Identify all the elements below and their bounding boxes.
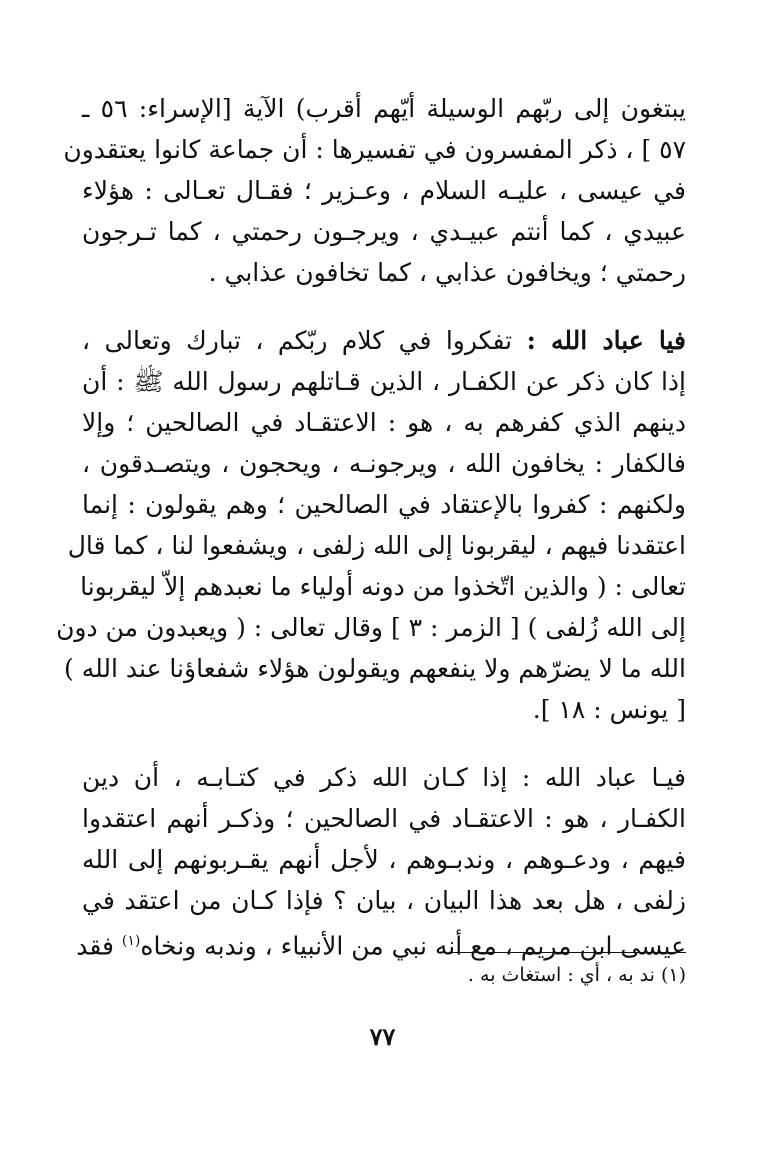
footnote: (١) ند به ، أي : استغاث به . bbox=[467, 964, 686, 986]
text-line: فيهم ، ودعـوهم ، وندبـوهم ، لأجل أنهم يقـربونهم إلى الله bbox=[82, 845, 686, 874]
text-line: اعتقدنا فيهم ، ليقربونا إلى الله زلفى ، ويشفعوا لنا ، كما قال bbox=[67, 531, 686, 560]
text-line: الله ما لا يضرّهم ولا ينفعهم ويقولون هؤلاء شفعاؤنا عند الله ) bbox=[64, 654, 686, 683]
text-line: رحمتي ؛ ويخافون عذابي ، كما تخافون عذابي . bbox=[208, 258, 686, 287]
text-line: يبتغون إلى ربّهم الوسيلة أيّهم أقرب) الآية [الإسراء: ٥٦ ـ bbox=[82, 94, 686, 123]
page-body bbox=[56, 88, 687, 962]
text-line: فالكفار : يخافون الله ، ويرجونـه ، ويحجون ، ويتصـدقون ، bbox=[82, 449, 686, 478]
text-line: [ يونس : ١٨ ]. bbox=[532, 695, 686, 724]
text-line: ولكنهم : كفروا بالإعتقاد في الصالحين ؛ وهم يقولون : إنما bbox=[82, 490, 686, 519]
text-line: فيـا عباد الله : إذا كـان الله ذكر في كتـابـه ، أن دين bbox=[82, 763, 686, 792]
text-line: الكفـار ، هو : الاعتقـاد في الصالحين ؛ وذكـر أنهم اعتقدوا bbox=[82, 804, 686, 833]
text-line: إذا كان ذكر عن الكفـار ، الذين قـاتلهم رسول الله ﷺ : أن bbox=[82, 367, 686, 396]
text-line: عبيدي ، كما أنتم عبيـدي ، ويرجـون رحمتي ، كما تـرجون bbox=[82, 217, 686, 246]
text-span: فقد bbox=[76, 931, 122, 961]
paragraph-gap bbox=[82, 293, 686, 320]
text-span: تفكروا في كلام ربّكم ، تبارك وتعالى ، bbox=[82, 326, 527, 355]
paragraph-gap bbox=[82, 730, 686, 757]
footnote-divider bbox=[450, 952, 686, 953]
paragraph-1 bbox=[63, 88, 686, 293]
text-line: إلى الله زُلفى ) [ الزمر : ٣ ] وقال تعالى : ( ويعبدون من دون bbox=[56, 613, 686, 642]
text-line: زلفى ، هل بعد هذا البيان ، بيان ؟ فإذا كـان من اعتقد في bbox=[82, 886, 686, 915]
text-line: ٥٧ ] ، ذكر المفسرون في تفسيرها : أن جماعة كانوا يعتقدون bbox=[63, 135, 686, 164]
page-number: ٧٧ bbox=[369, 1022, 396, 1051]
paragraph-2 bbox=[56, 320, 687, 730]
paragraph-3 bbox=[76, 757, 686, 962]
text-line: تعالى : ( والذين اتّخذوا من دونه أولياء ما نعبدهم إلاّ ليقربونا bbox=[80, 572, 686, 601]
bold-lead: فيا عباد الله : bbox=[526, 326, 687, 355]
text-line: دينهم الذي كفرهم به ، هو : الاعتقـاد في الصالحين ؛ وإلا bbox=[82, 408, 686, 437]
text-line bbox=[76, 921, 686, 962]
text-line bbox=[82, 320, 686, 361]
footnote-marker: (١) bbox=[121, 933, 141, 949]
text-span: عيسى ابن مريم ، مع أنه نبي من الأنبياء ، وندبه ونخاه bbox=[140, 931, 686, 961]
text-line: في عيسى ، عليـه السلام ، وعـزير ؛ فقـال تعـالى : هؤلاء bbox=[82, 176, 686, 205]
